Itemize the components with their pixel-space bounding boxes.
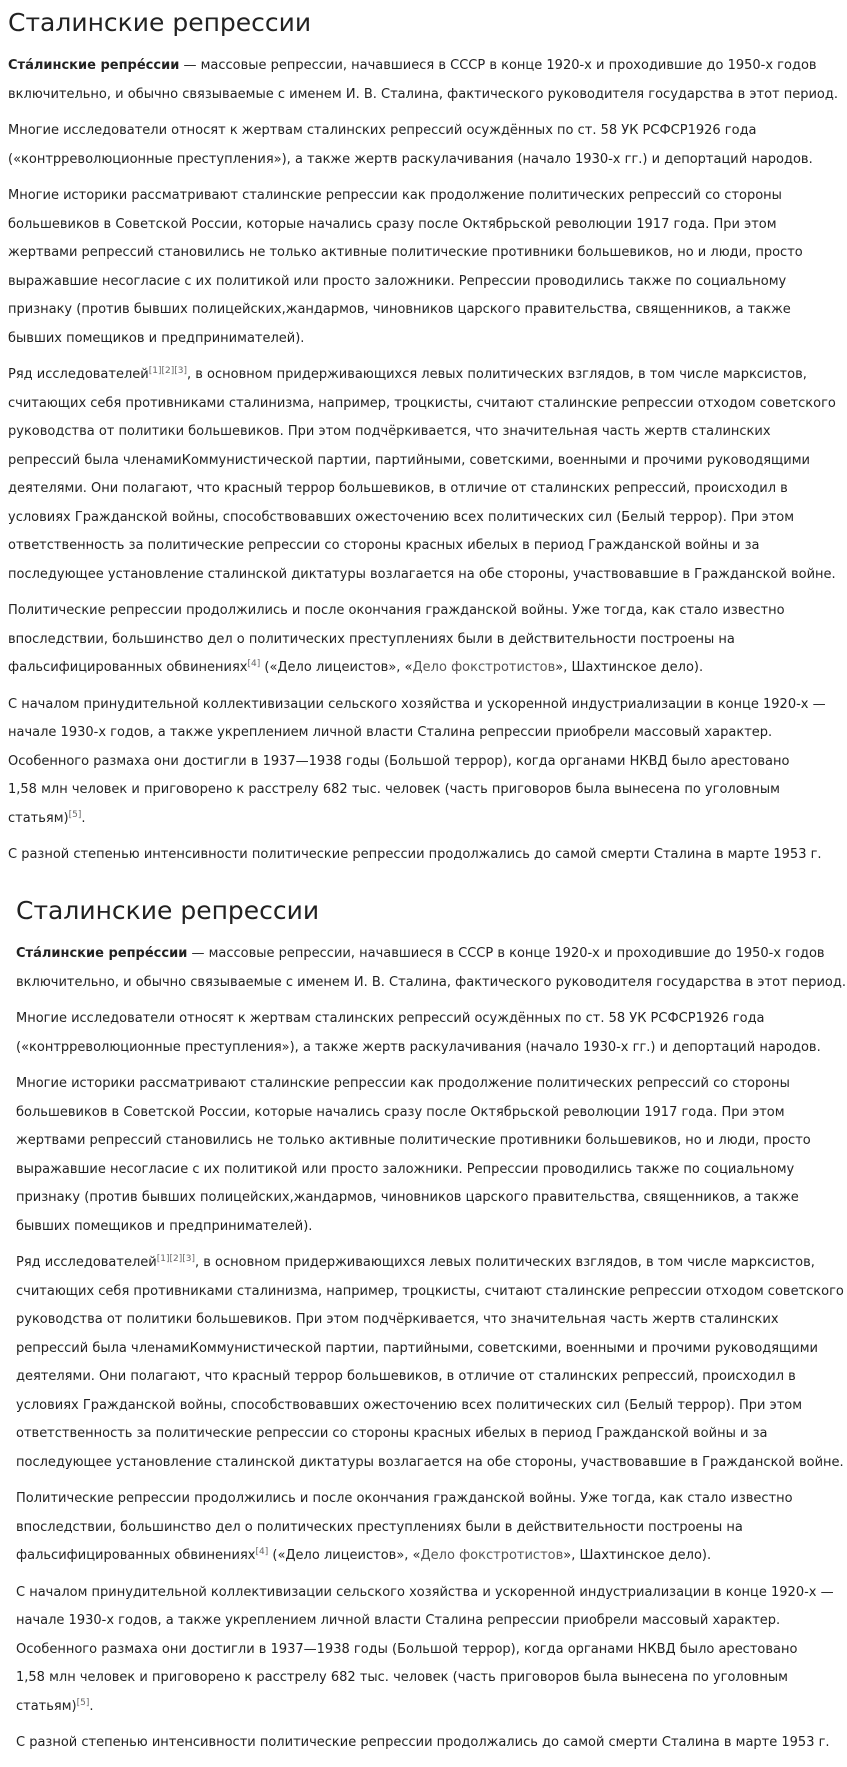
link-delo-fokstrotistov[interactable]: Дело фокстротистов xyxy=(412,660,556,675)
paragraph-victims: Многие исследователи относят к жертвам сталинских репрессий осуждённых по ст. 58 УК РСФСР1926 года («контрреволюционные преступления»), а также жертв раскулачивания (начало 1930-х гг.) и депортаций народов. xyxy=(8,123,813,167)
article-copy-2 xyxy=(0,888,847,1766)
paragraph-collectivization: С началом принудительной коллективизации сельского хозяйства и ускоренной индустриализации в конце 1920-х — начале 1930-х годов, а также укреплением личной власти Сталина репрессии приобрели массовый характер. Особенного размаха они достигли в 1937—1938 годы (Большой террор), когда органами НКВД было арестовано 1,58 млн человек и приговорено к расстрелу 682 тыс. человек (часть приговоров была вынесена по уголовным статьям)[5]. xyxy=(16,1584,834,1714)
paragraph-intro: Ста́линские репре́ссии — массовые репрессии, начавшиеся в СССР в конце 1920-х и проходившие до 1950-х годов включительно, и обычно связываемые с именем И. В. Сталина, фактического руководителя государства в этот период. xyxy=(16,946,847,990)
link-delo-fokstrotistov[interactable]: Дело фокстротистов xyxy=(420,1548,564,1563)
citation-5[interactable]: [5] xyxy=(76,1697,90,1708)
citation-refs xyxy=(157,1254,195,1264)
citation-1[interactable]: [1] xyxy=(148,366,162,376)
paragraph-researchers: Ряд исследователей[1][2][3], в основном придерживающихся левых политических взглядов, в том числе марксистов, считающих себя противниками сталинизма, например, троцкисты, считают сталинские репрессии отходом советского руководства от политики большевиков. При этом подчёркивается, что значительная часть жертв сталинских репрессий была членамиКоммунистической партии, партийными, советскими, военными и прочими руководящими деятелями. Они полагают, что красный террор большевиков, в отличие от сталинских репрессий, происходил в условиях Гражданской войны, способствовавших ожесточению всех политических сил (Белый террор). При этом ответственность за политические репрессии со стороны красных ибелых в период Гражданской войны и за последующее установление сталинской диктатуры возлагается на обе стороны, участвовавшие в Гражданской войне. xyxy=(8,366,836,582)
paragraph-until-death: С разной степенью интенсивности политические репрессии продолжались до самой смерти Сталина в марте 1953 г. xyxy=(8,847,822,862)
paragraph-intro: Ста́линские репре́ссии — массовые репрессии, начавшиеся в СССР в конце 1920-х и проходившие до 1950-х годов включительно, и обычно связываемые с именем И. В. Сталина, фактического руководителя государства в этот период. xyxy=(8,58,839,102)
citation-refs xyxy=(149,366,187,376)
citation-2[interactable]: [2] xyxy=(161,366,175,376)
article-copy-1 xyxy=(0,0,847,878)
citation-5[interactable]: [5] xyxy=(68,809,82,820)
page-title: Сталинские репрессии xyxy=(16,896,320,925)
paragraph-victims: Многие исследователи относят к жертвам сталинских репрессий осуждённых по ст. 58 УК РСФСР1926 года («контрреволюционные преступления»), а также жертв раскулачивания (начало 1930-х гг.) и депортаций народов. xyxy=(16,1011,821,1055)
citation-2[interactable]: [2] xyxy=(169,1254,183,1264)
citation-4[interactable]: [4] xyxy=(247,659,261,669)
citation-3[interactable]: [3] xyxy=(174,366,187,376)
paragraph-after-civil-war: Политические репрессии продолжились и после окончания гражданской войны. Уже тогда, как стало известно впоследствии, большинство дел о политических преступлениях были в действительности построены на фальсифицированных обвинениях[4] («Дело лицеистов», «Дело фокстротистов», Шахтинское дело). xyxy=(16,1491,793,1563)
intro-term: Ста́линские репре́ссии xyxy=(8,58,180,73)
paragraph-researchers: Ряд исследователей[1][2][3], в основном придерживающихся левых политических взглядов, в том числе марксистов, считающих себя противниками сталинизма, например, троцкисты, считают сталинские репрессии отходом советского руководства от политики большевиков. При этом подчёркивается, что значительная часть жертв сталинских репрессий была членамиКоммунистической партии, партийными, советскими, военными и прочими руководящими деятелями. Они полагают, что красный террор большевиков, в отличие от сталинских репрессий, происходил в условиях Гражданской войны, способствовавших ожесточению всех политических сил (Белый террор). При этом ответственность за политические репрессии со стороны красных ибелых в период Гражданской войны и за последующее установление сталинской диктатуры возлагается на обе стороны, участвовавшие в Гражданской войне. xyxy=(16,1254,844,1470)
paragraph-until-death: С разной степенью интенсивности политические репрессии продолжались до самой смерти Сталина в марте 1953 г. xyxy=(16,1735,830,1750)
citation-1[interactable]: [1] xyxy=(156,1254,170,1264)
paragraph-after-civil-war: Политические репрессии продолжились и после окончания гражданской войны. Уже тогда, как стало известно впоследствии, большинство дел о политических преступлениях были в действительности построены на фальсифицированных обвинениях[4] («Дело лицеистов», «Дело фокстротистов», Шахтинское дело). xyxy=(8,603,785,675)
paragraph-historians: Многие историки рассматривают сталинские репрессии как продолжение политических репрессий со стороны большевиков в Советской России, которые начались сразу после Октябрьской революции 1917 года. При этом жертвами репрессий становились не только активные политические противники большевиков, но и люди, просто выражавшие несогласие с их политикой или просто заложники. Репрессии проводились также по социальному признаку (против бывших полицейских,жандармов, чиновников царского правительства, священников, а также бывших помещиков и предпринимателей). xyxy=(16,1076,811,1234)
citation-3[interactable]: [3] xyxy=(182,1254,195,1264)
paragraph-historians: Многие историки рассматривают сталинские репрессии как продолжение политических репрессий со стороны большевиков в Советской России, которые начались сразу после Октябрьской революции 1917 года. При этом жертвами репрессий становились не только активные политические противники большевиков, но и люди, просто выражавшие несогласие с их политикой или просто заложники. Репрессии проводились также по социальному признаку (против бывших полицейских,жандармов, чиновников царского правительства, священников, а также бывших помещиков и предпринимателей). xyxy=(8,188,803,346)
intro-term: Ста́линские репре́ссии xyxy=(16,946,188,961)
paragraph-collectivization: С началом принудительной коллективизации сельского хозяйства и ускоренной индустриализации в конце 1920-х — начале 1930-х годов, а также укреплением личной власти Сталина репрессии приобрели массовый характер. Особенного размаха они достигли в 1937—1938 годы (Большой террор), когда органами НКВД было арестовано 1,58 млн человек и приговорено к расстрелу 682 тыс. человек (часть приговоров была вынесена по уголовным статьям)[5]. xyxy=(8,696,826,826)
page-title: Сталинские репрессии xyxy=(8,8,312,37)
citation-4[interactable]: [4] xyxy=(255,1547,269,1557)
